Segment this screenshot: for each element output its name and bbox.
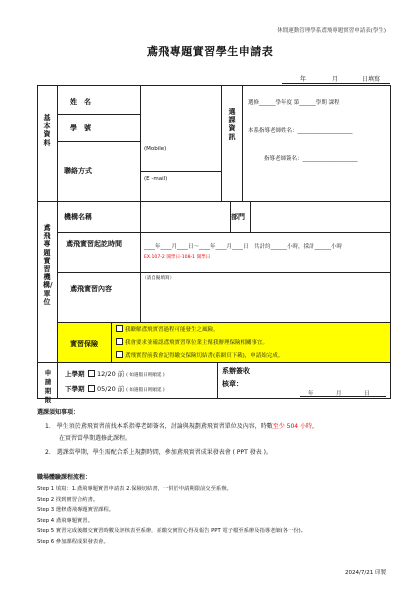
content-field[interactable] — [141, 282, 389, 321]
mobile-field[interactable]: (Mobile) — [144, 146, 167, 152]
flow-step: Step 5 實習完成後繳交實習時數及評核表至系辦，並繳交實習心得及報告 PPT 電子檔至系辦及指導老師(各一份)。 — [37, 528, 306, 534]
insurance-option-2[interactable]: 我會要求並確認鳶飛實習單位業主幫我辦理保險相關事宜。 — [116, 338, 268, 346]
period-label: 鳶飛實習起訖時間 — [66, 240, 122, 248]
checkbox-icon[interactable] — [116, 325, 123, 332]
org-name-field[interactable] — [141, 202, 229, 231]
flow-title: 職場體驗課程流程： — [37, 474, 92, 481]
flow-step: Step 6 參加課程成果發表會。 — [37, 538, 109, 545]
name-field[interactable] — [141, 87, 220, 113]
org-name-label: 機構名稱 — [64, 213, 92, 221]
checkbox-icon[interactable] — [116, 351, 123, 358]
apply-deadline-label: 申請期限 — [44, 369, 52, 404]
checkbox-icon[interactable] — [116, 338, 123, 345]
header-note: 休閒運動管理學系鳶飛專題實習申請表(學生) — [277, 28, 386, 34]
note-item-1: 1. 學生須於鳶飛實習前找本系指導老師簽名，討論與規劃鳶飛實習單位及內容，時數至少 504 小時， — [45, 423, 319, 430]
content-label: 鳶飛實習內容 — [70, 285, 112, 293]
note-item-2: 2. 選課當學期，學生需配合系上規劃時間，參加鳶飛實習成果發表會 ( PPT 發表 )。 — [45, 449, 272, 456]
flow-step: Step 1 填寫：1.鳶飛專題實習申請表 2.保險切結書，一併於申請期限前交至系辦。 — [37, 486, 232, 492]
print-date: 2024/7/21 印製 — [345, 570, 386, 576]
office-received-label: 系辦簽收 — [222, 367, 250, 375]
student-id-label: 學 號 — [70, 124, 91, 132]
flow-steps — [37, 484, 306, 547]
application-table — [37, 85, 391, 404]
office-year: 年 — [308, 391, 314, 397]
insurance-label: 實習保險 — [70, 340, 98, 348]
dept-label: 部門 — [231, 213, 245, 221]
section-basic-label: 基本資料 — [43, 114, 51, 147]
course-term-line[interactable]: 選修______學年度 第______學期 課程 — [248, 100, 340, 106]
section-org-label: 鳶飛專題實習機構/單位 — [43, 224, 53, 306]
note-item-1-cont: 在實習當學期選修此課程。 — [59, 435, 132, 442]
date-day-label: 日填寫 — [362, 76, 381, 83]
term1-row[interactable]: 上學期 12/20 前 ( 如遇假日則順延 ) — [65, 370, 165, 378]
date-month-label: 月 — [332, 76, 339, 83]
insurance-option-1[interactable]: 我瞭解鳶飛實習過程可能發生之風險。 — [116, 325, 219, 333]
office-month: 月 — [336, 391, 342, 397]
contact-label: 聯絡方式 — [64, 167, 92, 175]
course-info-label: 選課資訊 — [228, 108, 236, 141]
insurance-option-3[interactable]: 鳶飛實習前我會記得繳交保險切結書(系網頁下載)，申請始完成。 — [116, 351, 283, 359]
checkbox-icon[interactable] — [88, 370, 95, 377]
advisor-signature-line[interactable]: 指導老師簽名：____________________ — [264, 156, 358, 162]
date-year-label: 年 — [300, 76, 307, 83]
checkbox-icon[interactable] — [88, 385, 95, 392]
flow-step: Step 4 鳶飛專題實習。 — [37, 517, 93, 524]
period-line[interactable]: ____年____月____日～____年____月____日 共計約______小時，採計______小時 — [144, 244, 343, 250]
form-title: 鳶飛專題實習學生申請表 — [146, 45, 274, 58]
notes-title: 選課須知事項： — [37, 409, 80, 416]
dept-field[interactable] — [251, 202, 389, 231]
office-day: 日 — [364, 391, 370, 397]
fill-date-row — [282, 74, 390, 84]
period-example: EX.107-2 開學日-108-1 開學日 — [144, 255, 211, 260]
verify-stamp-label: 核章： — [222, 380, 243, 388]
name-label: 姓 名 — [70, 98, 91, 106]
flow-step: Step 3 選修鳶飛專題實習課程。 — [37, 507, 115, 513]
term2-row[interactable]: 下學期 05/20 前 ( 如遇假日則順延 ) — [65, 385, 165, 393]
advisor-name-line[interactable]: 本系指導老師姓名：____________________ — [248, 128, 353, 134]
required-hours: 至少 504 小時 — [272, 423, 313, 430]
flow-step: Step 2 找到實習合約書。 — [37, 496, 99, 503]
content-hint: （請自擬填寫） — [142, 276, 175, 281]
email-field[interactable]: (E -mail) — [144, 176, 168, 182]
student-id-field[interactable] — [141, 115, 220, 140]
